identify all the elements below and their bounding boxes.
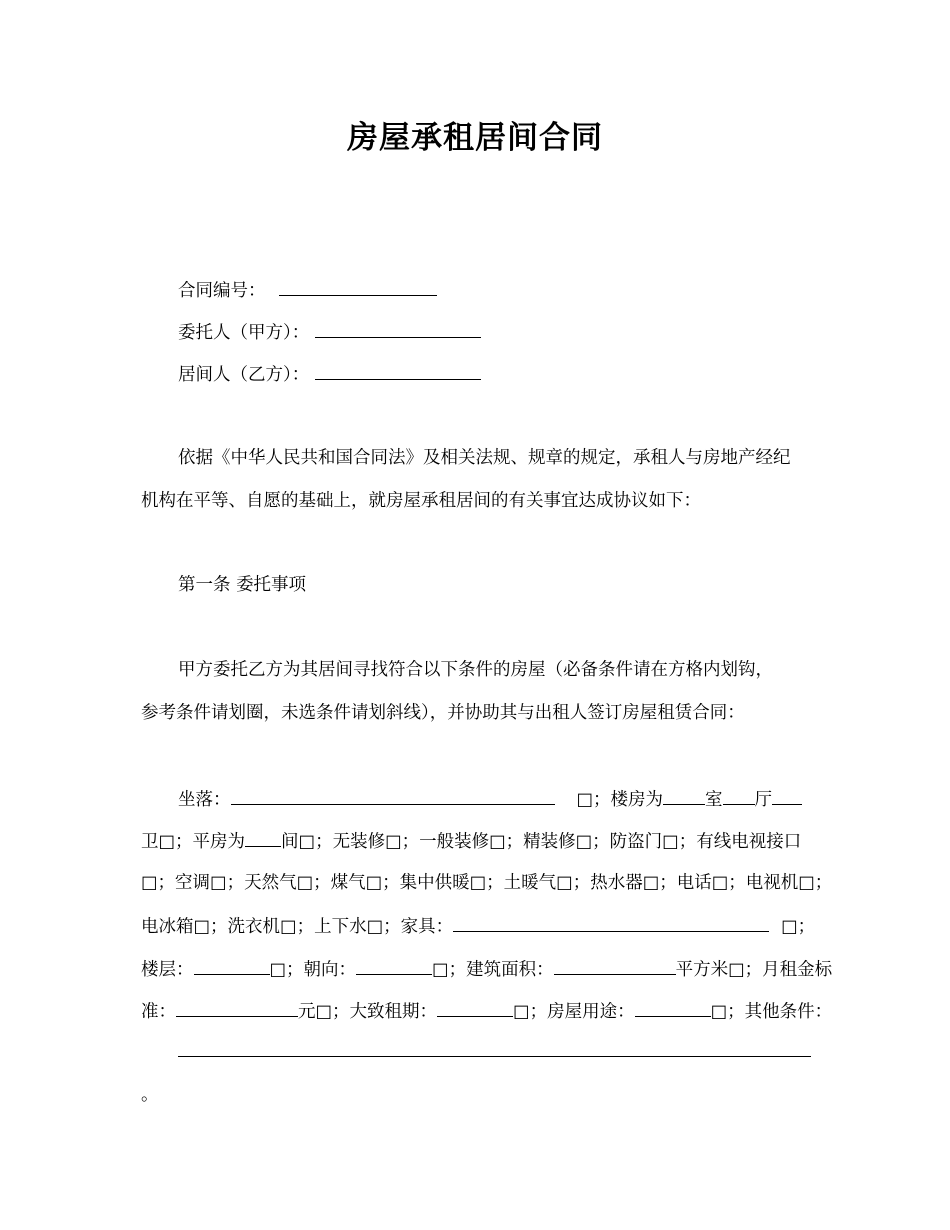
preamble-line-2: 机构在平等、自愿的基础上，就房屋承租居间的有关事宜达成协议如下： <box>141 491 701 511</box>
party-a-row <box>178 319 481 345</box>
orientation-label: □；朝向： <box>269 960 357 980</box>
hall-label: 厅 <box>754 790 773 810</box>
appliances-label: 电冰箱□；洗衣机□；上下水□；家具： <box>141 917 454 937</box>
party-b-field[interactable] <box>315 361 481 380</box>
area-field[interactable] <box>554 956 676 975</box>
end-mark: 。 <box>141 1085 159 1105</box>
term-field[interactable] <box>437 998 513 1017</box>
bungalow-label: □；平房为 <box>158 832 246 852</box>
conditions-row-2 <box>141 828 801 854</box>
bath-count-field[interactable] <box>772 786 802 805</box>
furniture-checkbox[interactable]: □； <box>781 917 816 937</box>
floor-label: 楼层： <box>141 960 194 980</box>
page-title: 房屋承租居间合同 <box>347 120 603 156</box>
area-unit: 平方米□；月租金标 <box>675 960 833 980</box>
floor-field[interactable] <box>194 956 270 975</box>
room-count-field[interactable] <box>663 786 705 805</box>
conditions-row-5 <box>141 956 832 982</box>
use-label: □；房屋用途： <box>513 1002 635 1022</box>
furniture-field[interactable] <box>453 913 769 932</box>
orientation-field[interactable] <box>356 956 432 975</box>
location-field[interactable] <box>231 786 555 805</box>
contract-no-label: 合同编号： <box>178 281 266 301</box>
building-label: ；楼房为 <box>593 790 664 810</box>
decoration-options: 间□；无装修□；一般装修□；精装修□；防盗门□；有线电视接口 <box>281 832 802 852</box>
bungalow-rooms-field[interactable] <box>245 828 281 847</box>
party-b-label: 居间人（乙方）： <box>178 365 310 385</box>
article-1-intro-1: 甲方委托乙方为其居间寻找符合以下条件的房屋（必备条件请在方格内划钩， <box>178 660 773 680</box>
rent-label: 准： <box>141 1002 176 1022</box>
party-a-label: 委托人（甲方）： <box>178 323 310 343</box>
use-field[interactable] <box>635 998 711 1017</box>
area-label: □；建筑面积： <box>432 960 554 980</box>
conditions-row-6 <box>141 998 832 1024</box>
contract-no-row <box>178 277 437 303</box>
other-conditions-field[interactable] <box>178 1056 811 1057</box>
conditions-row-4 <box>141 913 815 939</box>
hall-count-field[interactable] <box>723 786 755 805</box>
location-label: 坐落： <box>178 790 231 810</box>
rent-field[interactable] <box>176 998 298 1017</box>
party-a-field[interactable] <box>315 319 481 338</box>
party-b-row <box>178 361 481 387</box>
conditions-row-1 <box>178 786 802 812</box>
rent-unit: 元□；大致租期： <box>298 1002 438 1022</box>
conditions-row-3: □；空调□；天然气□；煤气□；集中供暖□；土暖气□；热水器□；电话□；电视机□； <box>141 873 833 893</box>
preamble-line-1: 依据《中华人民共和国合同法》及相关法规、规章的规定，承租人与房地产经纪 <box>178 448 791 468</box>
room-label: 室 <box>705 790 723 810</box>
article-1-heading: 第一条 委托事项 <box>178 575 307 595</box>
other-label: □；其他条件： <box>710 1002 833 1022</box>
article-1-intro-2: 参考条件请划圈，未选条件请划斜线），并协助其与出租人签订房屋租赁合同： <box>141 703 745 723</box>
location-checkbox[interactable]: □ <box>576 790 594 810</box>
bath-label: 卫 <box>141 832 159 852</box>
contract-no-field[interactable] <box>279 277 437 296</box>
